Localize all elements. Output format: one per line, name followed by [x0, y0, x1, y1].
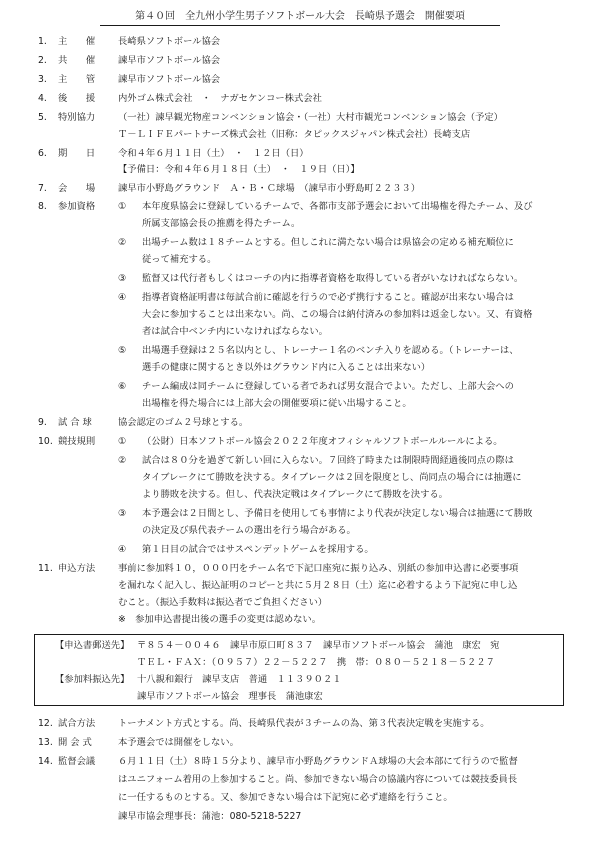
section-number: 8.	[38, 201, 47, 212]
section-rules	[0, 434, 595, 449]
contact-phone: ＴＥＬ・ＦＡＸ：（０９５７）２２－５２２７ 携 帯：０８０－５２１８－５２２７	[137, 657, 495, 668]
application-info-box	[34, 634, 564, 706]
item-line: 従って補充する。	[142, 254, 217, 265]
list-item	[0, 542, 595, 557]
list-item	[0, 506, 595, 521]
section-number: 14.	[38, 756, 53, 767]
item-continuation	[0, 470, 595, 485]
item-mark: ④	[118, 544, 127, 555]
section-continuation	[0, 578, 595, 593]
item-mark: ②	[118, 237, 127, 248]
section-label: 開 会 式	[58, 737, 92, 748]
account-holder: 諫早市ソフトボール協会 理事長 蒲池康宏	[137, 691, 323, 702]
section-line: 【予備日：令和４年６月１８日（土） ・ １９日（日）】	[118, 164, 360, 175]
section-label: 主 管	[58, 74, 96, 85]
item-mark: ③	[118, 273, 127, 284]
section-number: 4.	[38, 93, 47, 104]
item-mark: ③	[118, 508, 127, 519]
section-label: 共 催	[58, 55, 96, 66]
section-line: 事前に参加料１０，０００円をチーム名で下記口座宛に振り込み、別紙の参加申込書に必要事項	[118, 563, 519, 574]
item-line: 出場権を得た場合には上部大会の開催要項に従い出場すること。	[142, 398, 412, 409]
section-line: はユニフォーム着用の上参加すること。尚、参加できない場合の協議内容については競技委員長	[118, 774, 518, 785]
item-line: 選手の健康に関するとき以外はグラウンド内に入ることは出来ない）	[142, 362, 431, 373]
section-value: 内外ゴム株式会社 ・ ナガセケンコー株式会社	[118, 93, 322, 104]
item-line: より勝敗を決する。但し、代表決定戦はタイブレークにて勝敗を決する。	[142, 489, 448, 500]
document-title: 第４０回 全九州小学生男子ソフトボール大会 長崎県予選会 開催要項	[100, 10, 500, 26]
section-number: 7.	[38, 183, 47, 194]
item-line: 本年度県協会に登録しているチームで、各都市支部予選会において出場権を得たチーム、及び	[142, 201, 533, 212]
section-management	[0, 72, 595, 87]
section-label: 主 催	[58, 36, 96, 47]
item-line: 指導者資格証明書は毎試合前に確認を行うので必ず携行すること。確認が出来ない場合は	[142, 292, 514, 303]
section-game-format	[0, 716, 595, 731]
list-item	[0, 379, 595, 394]
section-continuation	[0, 127, 595, 142]
item-continuation	[0, 396, 595, 411]
section-line: に一任するものとする。又、参加できない場合は下記宛に必ず連絡を行うこと。	[118, 792, 453, 803]
bank-account: 十八親和銀行 諫早支店 普通 １１３９０２１	[137, 674, 342, 685]
item-line: 者は試合中ベンチ内にいなければならない。	[142, 326, 328, 337]
section-value: 諫早市小野島グラウンド Ａ・Ｂ・Ｃ球場 （諫早市小野島町２２３３）	[118, 183, 421, 194]
section-label: 会 場	[58, 183, 96, 194]
item-mark: ①	[118, 436, 127, 447]
section-label: 特別協力	[58, 112, 96, 123]
section-value: 諫早市ソフトボール協会	[118, 55, 221, 66]
section-label: 試合方法	[58, 718, 96, 729]
section-continuation	[0, 790, 595, 805]
section-line: 令和４年６月１１日（土） ・ １２日（日）	[118, 148, 309, 159]
item-mark: ④	[118, 292, 127, 303]
item-line: 監督又は代行者もしくはコーチの内に指導者資格を取得している者がいなければならない。	[142, 273, 524, 284]
bank-transfer-label: 【参加料振込先】	[55, 674, 130, 685]
item-line: 本予選会は２日間とし、予備日を使用しても事情により代表が決定しない場合は抽選にて勝敗	[142, 508, 533, 519]
item-continuation	[0, 523, 595, 538]
item-mark: ②	[118, 455, 127, 466]
section-continuation	[0, 772, 595, 787]
mail-to-address: 〒８５４－００４６ 諫早市原口町８３７ 諫早市ソフトボール協会 蒲池 康宏 宛	[137, 640, 500, 651]
section-label: 期 日	[58, 148, 96, 159]
item-mark: ①	[118, 201, 127, 212]
section-number: 5.	[38, 112, 47, 123]
section-venue	[0, 181, 595, 196]
section-note	[0, 612, 595, 627]
item-mark: ⑥	[118, 381, 127, 392]
item-continuation	[0, 360, 595, 375]
section-special-cooperation	[0, 110, 595, 125]
section-support	[0, 91, 595, 106]
section-line: ※ 参加申込書提出後の選手の変更は認めない。	[118, 614, 322, 625]
section-line: Ｔ－ＬＩＦＥパートナーズ株式会社（旧称：タピックスジャパン株式会社）長崎支店	[118, 129, 471, 140]
section-number: 1.	[38, 36, 47, 47]
section-label: 参加資格	[58, 201, 96, 212]
section-line: を漏れなく記入し、振込証明のコピーと共に５月２８日（土）迄に必着するよう下記宛に申し込	[118, 580, 518, 591]
item-line: 第１日目の試合ではサスペンデットゲームを採用する。	[142, 544, 374, 555]
section-cosponsor	[0, 53, 595, 68]
list-item	[0, 343, 595, 358]
item-line: 大会に参加することは出来ない。尚、この場合は納付済みの参加料は返金しない。又、有資格	[142, 309, 533, 320]
list-item	[0, 453, 595, 468]
list-item	[0, 271, 595, 286]
section-label: 競技規則	[58, 436, 96, 447]
section-line: 諫早市協会理事長：蒲池：080-5218-5227	[118, 811, 302, 822]
section-opening-ceremony	[0, 735, 595, 750]
section-continuation	[0, 162, 595, 177]
list-item	[0, 290, 595, 305]
list-item	[0, 235, 595, 250]
item-line: 出場選手登録は２５名以内とし、トレーナー１名のベンチ入りを認める。（トレーナーは、	[142, 345, 519, 356]
section-value: トーナメント方式とする。尚、長崎県代表が３チームの為、第３代表決定戦を実施する。	[118, 718, 490, 729]
item-continuation	[0, 487, 595, 502]
item-line: 所属支部協会長の推薦を得たチーム。	[142, 218, 301, 229]
section-label: 申込方法	[58, 563, 96, 574]
section-number: 10.	[38, 436, 53, 447]
section-dates	[0, 146, 595, 161]
item-line: の決定及び県代表チームの選出を行う場合がある。	[142, 525, 356, 536]
item-line: 出場チーム数は１８チームとする。但しこれに満たない場合は県協会の定める補充順位に	[142, 237, 514, 248]
section-managers-meeting	[0, 754, 595, 769]
section-label: 試 合 球	[58, 417, 92, 428]
section-line: むこと。（振込手数料は振込者でご負担ください）	[118, 597, 328, 608]
section-label: 後 援	[58, 93, 96, 104]
item-line: （公財）日本ソフトボール協会２０２２年度オフィシャルソフトボールルールによる。	[142, 436, 503, 447]
item-continuation	[0, 324, 595, 339]
item-continuation	[0, 252, 595, 267]
section-eligibility	[0, 199, 595, 214]
section-line: （一社）諫早観光物産コンベンション協会・（一社）大村市観光コンベンション協会（予定）	[118, 112, 503, 123]
section-contact	[0, 809, 595, 824]
item-line: チーム編成は同チームに登録している者であれば男女混合でよい。ただし、上部大会への	[142, 381, 514, 392]
section-number: 11.	[38, 563, 53, 574]
item-continuation	[0, 307, 595, 322]
item-line: タイブレークにて勝敗を決する。タイブレークは２回を限度とし、尚同点の場合には抽選に	[142, 472, 522, 483]
section-number: 6.	[38, 148, 47, 159]
section-value: 協会認定のゴム２号球とする。	[118, 417, 249, 428]
item-line: 試合は８０分を過ぎて新しい回に入らない。７回終了時または制限時間経過後同点の際は	[142, 455, 514, 466]
section-number: 9.	[38, 417, 47, 428]
section-line: ６月１１日（土）８時１５分より、諫早市小野島グラウンドＡ球場の大会本部にて行うので監督	[118, 756, 518, 767]
item-continuation	[0, 216, 595, 231]
section-game-ball	[0, 415, 595, 430]
section-value: 長崎県ソフトボール協会	[118, 36, 221, 47]
section-label: 監督会議	[58, 756, 96, 767]
mail-to-label: 【申込書郵送先】	[55, 640, 130, 651]
item-mark: ⑤	[118, 345, 127, 356]
section-number: 3.	[38, 74, 47, 85]
section-value: 本予選会では開催をしない。	[118, 737, 239, 748]
section-value: 諫早市ソフトボール協会	[118, 74, 221, 85]
section-organizer	[0, 34, 595, 49]
section-application	[0, 561, 595, 576]
section-number: 2.	[38, 55, 47, 66]
section-number: 13.	[38, 737, 53, 748]
section-number: 12.	[38, 718, 53, 729]
section-continuation	[0, 595, 595, 610]
